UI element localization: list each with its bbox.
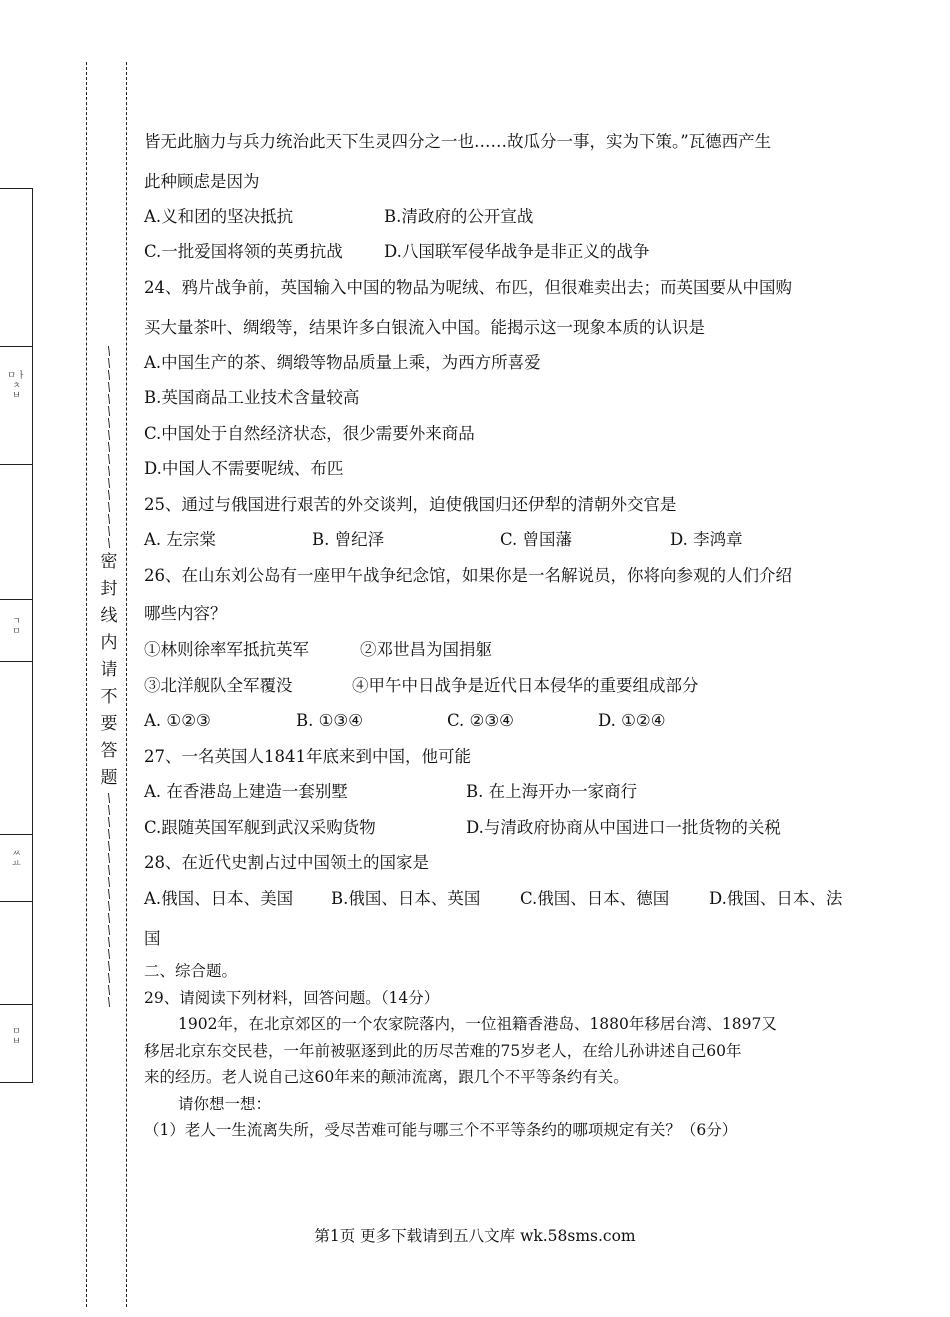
statement-1: ①林则徐率军抵抗英军 [144, 640, 309, 659]
section-heading: 二、综合题。 [144, 962, 238, 980]
page-footer: 第1页 更多下载请到五八文库 wk.58sms.com [314, 1227, 636, 1245]
question-text: 27、一名英国人1841年底来到中国，他可能 [144, 747, 471, 766]
statement-4: ④甲午中日战争是近代日本侵华的重要组成部分 [352, 676, 699, 695]
box-divider [0, 599, 33, 600]
question-title: 29、请阅读下列材料，回答问题。（14分） [144, 989, 440, 1007]
statement-row [144, 676, 699, 696]
option-row [144, 242, 650, 262]
option-b: B. 曾纪泽 [312, 530, 385, 549]
seal-char: 内 [100, 633, 118, 653]
box-divider [0, 1004, 33, 1005]
statement-2: ②邓世昌为国捐躯 [360, 640, 492, 659]
box-divider [0, 661, 33, 662]
option-c: C.跟随英国军舰到武汉采购货物 [144, 818, 376, 837]
seal-char: 密 [100, 552, 118, 572]
option-row [144, 530, 743, 550]
question-text: 买大量茶叶、绸缎等，结果许多白银流入中国。能揭示这一现象本质的认识是 [144, 318, 705, 337]
option-b: B.英国商品工业技术含量较高 [144, 388, 360, 407]
box-divider [0, 834, 33, 835]
seal-char: 线 [100, 606, 118, 626]
option-row [144, 207, 534, 227]
box-label-class: ㅁㅏ ㅊ ㅂ [7, 371, 27, 401]
option-c: C.一批爱国将领的英勇抗战 [144, 242, 343, 261]
seal-char: 要 [100, 714, 118, 734]
seal-slashes-bottom: \ \ \ \ \ \ \ \ \ \ \ \ \ \ \ \ \ \ [106, 791, 112, 1009]
option-row [144, 889, 843, 909]
seal-char: 请 [100, 660, 118, 680]
option-b: B. ①③④ [296, 711, 363, 730]
binding-dashed-line-outer [86, 62, 87, 1307]
box-label-name: ㄱ ㅁ [12, 617, 22, 637]
option-d: D.八国联军侵华战争是非正义的战争 [384, 242, 650, 261]
box-divider [0, 346, 33, 347]
question-text: 哪些内容？ [144, 604, 227, 623]
option-d: D.与清政府协商从中国进口一批货物的关税 [466, 818, 781, 837]
option-a: A. ①②③ [144, 711, 211, 730]
material-paragraph: 来的经历。老人说自己这60年来的颠沛流离，跟几个不平等条约有关。 [144, 1068, 629, 1086]
question-text: 25、通过与俄国进行艰苦的外交谈判，迫使俄国归还伊犁的清朝外交官是 [144, 495, 677, 514]
material-paragraph: 移居北京东交民巷，一年前被驱逐到此的历尽苦难的75岁老人，在给儿孙讲述自己60年 [144, 1042, 742, 1060]
option-b: B.清政府的公开宣战 [384, 207, 534, 226]
option-b: B. 在上海开办一家商行 [466, 782, 638, 801]
box-label-number: ㅁ ㅂ [12, 1027, 22, 1047]
option-row [144, 782, 638, 802]
option-d: D.中国人不需要呢绒、布匹 [144, 459, 344, 478]
box-label-seat: ㅆ ㅛ [12, 849, 22, 869]
box-divider [0, 901, 33, 902]
option-d: D. 李鸿章 [670, 530, 743, 549]
seal-char: 题 [100, 768, 118, 788]
option-c: C. ②③④ [447, 711, 514, 730]
option-c: C. 曾国藩 [500, 530, 573, 549]
option-a: A.义和团的坚决抵抗 [144, 207, 294, 226]
option-b: B.俄国、日本、英国 [331, 889, 481, 908]
question-prompt: 请你想一想： [178, 1095, 272, 1113]
option-row [144, 711, 666, 731]
student-info-box [0, 188, 33, 1083]
question-text: 24、鸦片战争前，英国输入中国的物品为呢绒、布匹，但很难卖出去；而英国要从中国购 [144, 278, 792, 297]
seal-char: 封 [100, 579, 118, 599]
option-row [144, 818, 781, 838]
seal-slashes-top: \ \ \ \ \ \ \ \ \ \ \ \ \ \ \ \ \ [106, 344, 112, 550]
question-text: 26、在山东刘公岛有一座甲午战争纪念馆，如果你是一名解说员，你将向参观的人们介绍 [144, 566, 792, 585]
seal-line-notice [96, 345, 122, 1008]
statement-row [144, 640, 492, 660]
sub-question: （1）老人一生流离失所，受尽苦难可能与哪三个不平等条约的哪项规定有关？（6分） [144, 1121, 738, 1139]
option-c: C.中国处于自然经济状态，很少需要外来商品 [144, 424, 475, 443]
option-a: A.中国生产的茶、绸缎等物品质量上乘，为西方所喜爱 [144, 353, 541, 372]
option-c: C.俄国、日本、德国 [520, 889, 670, 908]
question-text: 此种顾虑是因为 [144, 172, 260, 191]
option-d: D.俄国、日本、法 [709, 889, 843, 908]
option-a: A. 左宗棠 [144, 530, 216, 549]
question-text: 皆无此脑力与兵力统治此天下生灵四分之一也……故瓜分一事，实为下策。”瓦德西产生 [144, 132, 772, 151]
statement-3: ③北洋舰队全军覆没 [144, 676, 293, 695]
binding-dashed-line-inner [126, 62, 127, 1307]
seal-char: 答 [100, 741, 118, 761]
box-divider [0, 464, 33, 465]
material-paragraph: 1902年，在北京郊区的一个农家院落内，一位祖籍香港岛、1880年移居台湾、1897又 [178, 1015, 777, 1033]
option-d-continued: 国 [144, 929, 161, 948]
option-a: A. 在香港岛上建造一套别墅 [144, 782, 348, 801]
seal-char: 不 [100, 687, 118, 707]
question-text: 28、在近代史割占过中国领土的国家是 [144, 853, 429, 872]
option-d: D. ①②④ [598, 711, 666, 730]
option-a: A.俄国、日本、美国 [144, 889, 294, 908]
